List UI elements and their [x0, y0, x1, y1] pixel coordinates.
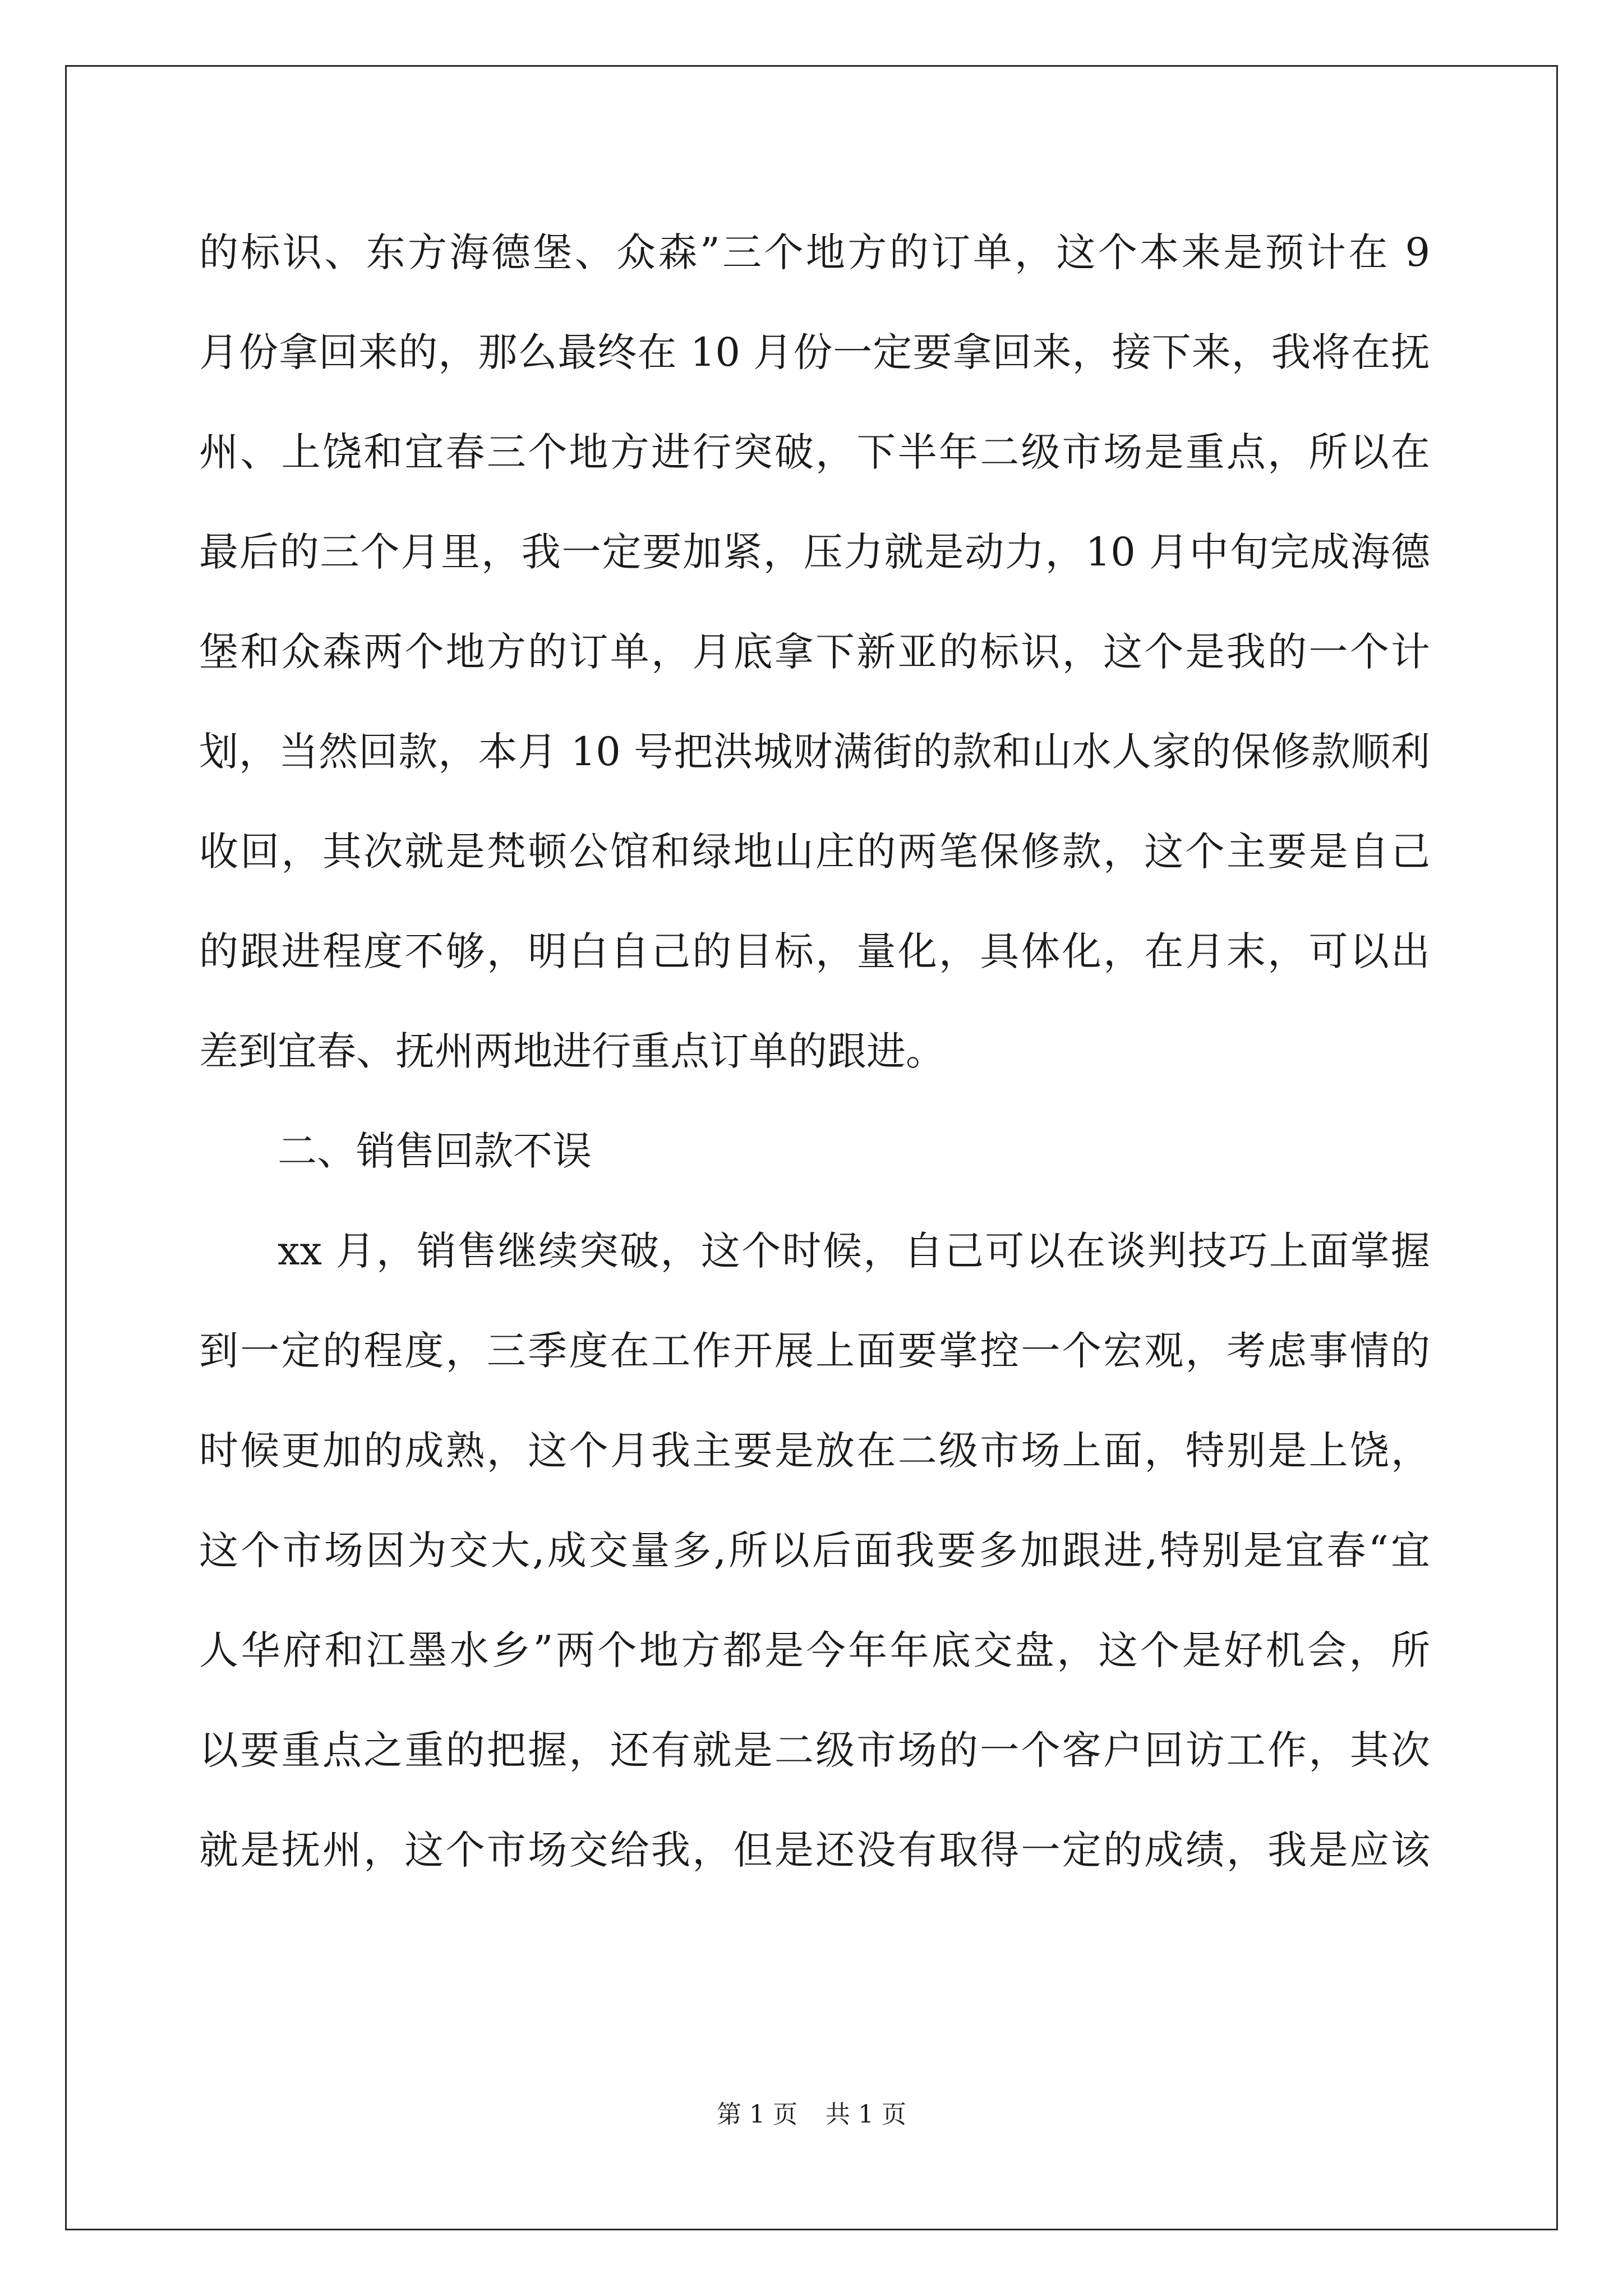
- paragraph-line: 州、上饶和宜春三个地方进行突破，下半年二级市场是重点，所以在: [199, 429, 1430, 475]
- paragraph-line: 最后的三个月里，我一定要加紧，压力就是动力，10 月中旬完成海德: [199, 529, 1430, 575]
- paragraph-line: 时候更加的成熟，这个月我主要是放在二级市场上面，特别是上饶，: [199, 1428, 1430, 1474]
- paragraph-line: 这个市场因为交大,成交量多,所以后面我要多加跟进,特别是宜春“宜: [199, 1527, 1430, 1573]
- paragraph-line: 收回，其次就是梵顿公馆和绿地山庄的两笔保修款，这个主要是自己: [199, 829, 1430, 875]
- page-footer: [0, 2098, 1623, 2132]
- paragraph-line: 到一定的程度，三季度在工作开展上面要掌控一个宏观，考虑事情的: [199, 1328, 1430, 1374]
- paragraph-line: 堡和众森两个地方的订单，月底拿下新亚的标识，这个是我的一个计: [199, 629, 1430, 675]
- page-number: 第 1 页: [717, 2100, 797, 2129]
- section-heading: 二、销售回款不误: [278, 1128, 592, 1174]
- paragraph-line: 月份拿回来的，那么最终在 10 月份一定要拿回来，接下来，我将在抚: [199, 329, 1430, 375]
- paragraph-line: xx 月，销售继续突破，这个时候，自己可以在谈判技巧上面掌握: [278, 1228, 1430, 1274]
- paragraph-line: 划，当然回款，本月 10 号把洪城财满街的款和山水人家的保修款顺利: [199, 729, 1430, 775]
- paragraph-line: 以要重点之重的把握，还有就是二级市场的一个客户回访工作，其次: [199, 1727, 1430, 1773]
- paragraph-line: 的标识、东方海德堡、众森”三个地方的订单，这个本来是预计在 9: [199, 229, 1430, 275]
- paragraph-line: 人华府和江墨水乡”两个地方都是今年年底交盘，这个是好机会，所: [199, 1627, 1430, 1673]
- paragraph-line: 就是抚州，这个市场交给我，但是还没有取得一定的成绩，我是应该: [199, 1827, 1430, 1873]
- paragraph-line: 的跟进程度不够，明白自己的目标，量化，具体化，在月末，可以出: [199, 928, 1430, 974]
- page-total: 共 1 页: [826, 2100, 906, 2129]
- paragraph-line: 差到宜春、抚州两地进行重点订单的跟进。: [199, 1028, 945, 1074]
